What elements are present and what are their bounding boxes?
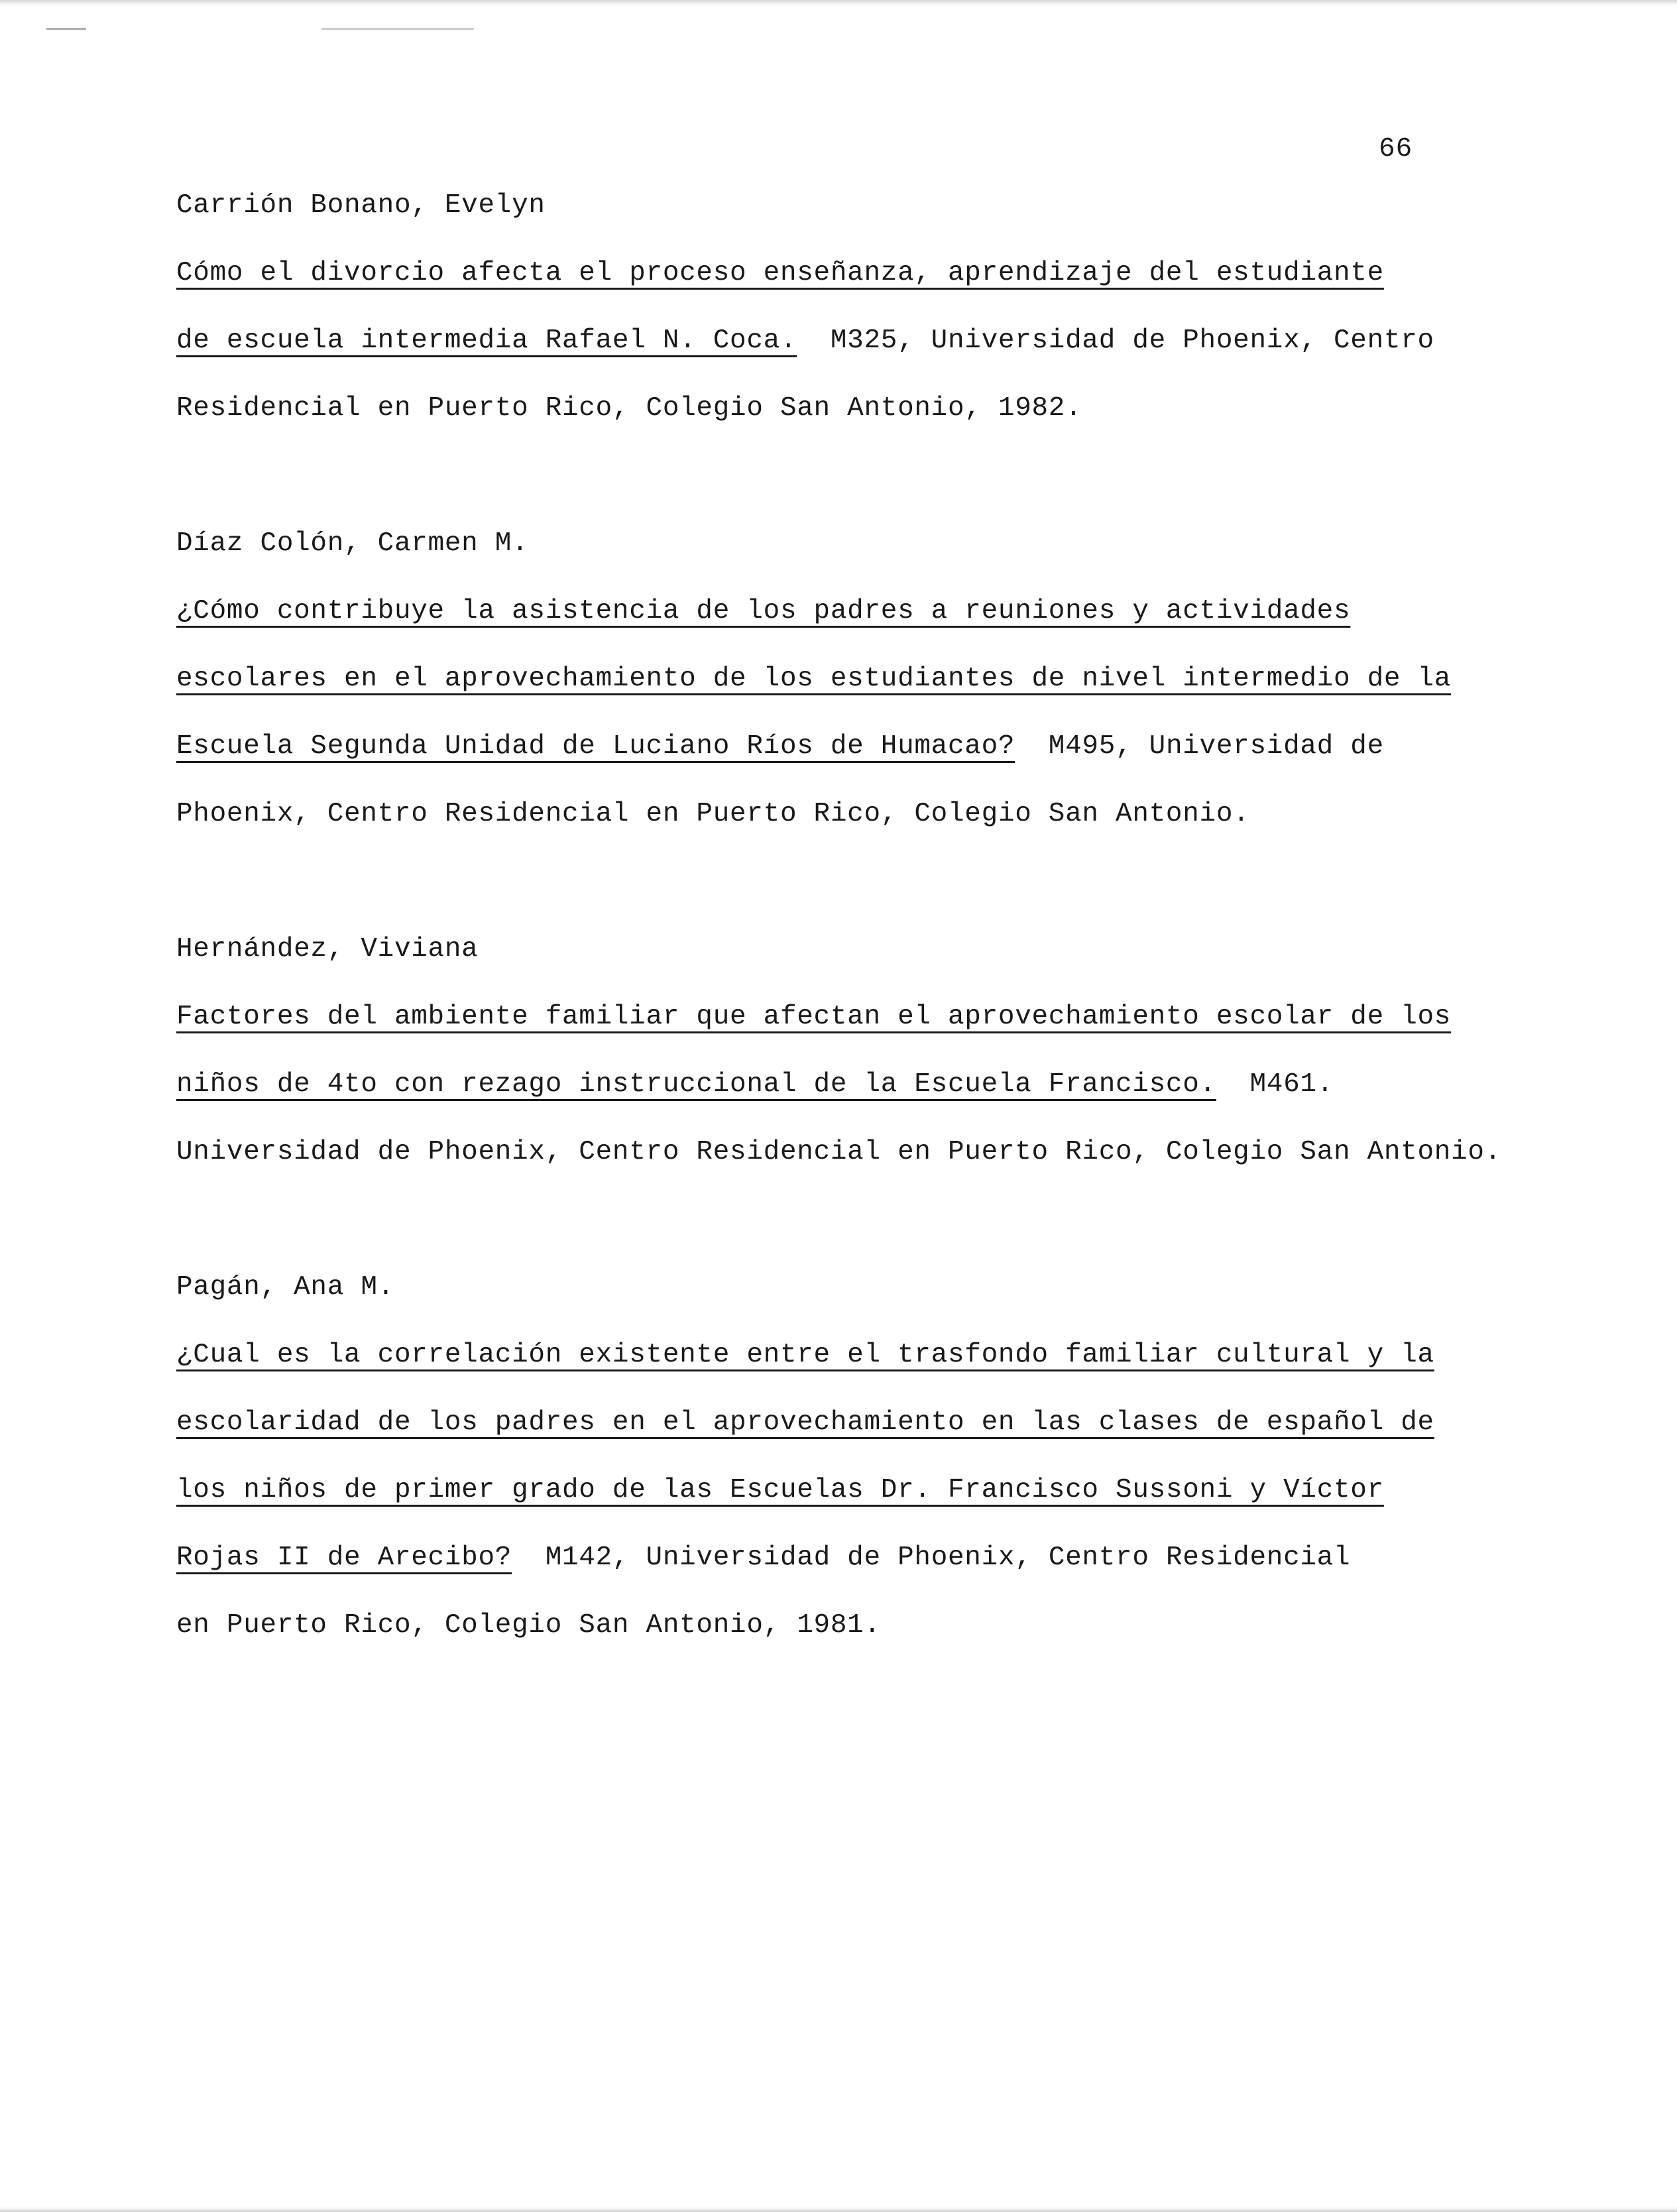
page-number: 66 (1379, 134, 1413, 164)
entry-line (176, 1608, 881, 1643)
entry-line (176, 1000, 1451, 1034)
entry-line (176, 662, 1451, 696)
entry-title-text: Escuela Segunda Unidad de Luciano Ríos de Humacao? (176, 731, 1015, 762)
entry-title-text: Rojas II de Arecibo? (176, 1543, 512, 1573)
entry-title-text: los niños de primer grado de las Escuelas Dr. Francisco Sussoni y Víctor (176, 1475, 1384, 1505)
entry-line (176, 323, 1434, 358)
entry-line (176, 1473, 1384, 1507)
entry-title-text: de escuela intermedia Rafael N. Coca. (176, 325, 797, 356)
entry-line (176, 1541, 1350, 1575)
entry-line (176, 391, 1082, 426)
entry-line (176, 797, 1249, 831)
entry-citation-text: Phoenix, Centro Residencial en Puerto Rico, Colegio San Antonio. (176, 799, 1250, 829)
entry-line (176, 1135, 1501, 1169)
entry-title-text: niños de 4to con rezago instruccional de la Escuela Francisco. (176, 1069, 1216, 1100)
scan-top-edge (0, 0, 1677, 7)
entry-author: Díaz Colón, Carmen M. (176, 528, 529, 559)
scan-smudge (46, 28, 86, 30)
entry-line (176, 729, 1384, 764)
entry-citation-text: en Puerto Rico, Colegio San Antonio, 1981. (176, 1610, 881, 1641)
scan-smudge (321, 28, 474, 30)
entry-citation-text: M461. (1216, 1069, 1334, 1100)
entry-line (176, 1338, 1434, 1372)
entry-citation-text: Residencial en Puerto Rico, Colegio San Antonio, 1982. (176, 393, 1082, 424)
entry-author: Carrión Bonano, Evelyn (176, 190, 546, 221)
entry-title-text: ¿Cual es la correlación existente entre el trasfondo familiar cultural y la (176, 1340, 1434, 1370)
entry-citation-text: M495, Universidad de (1015, 731, 1384, 762)
entry-line (176, 1405, 1434, 1440)
entry-citation-text: M325, Universidad de Phoenix, Centro (797, 325, 1434, 356)
entry-title-text: Cómo el divorcio afecta el proceso enseñanza, aprendizaje del estudiante (176, 258, 1384, 288)
entry-author: Pagán, Ana M. (176, 1272, 394, 1303)
scan-bottom-edge (0, 2207, 1677, 2212)
entry-line (176, 1067, 1334, 1102)
entry-title-text: escolaridad de los padres en el aprovechamiento en las clases de español de (176, 1407, 1434, 1438)
entry-author: Hernández, Viviana (176, 934, 479, 964)
entry-line (176, 594, 1350, 628)
entry-line (176, 256, 1384, 290)
entry-title-text: Factores del ambiente familiar que afectan el aprovechamiento escolar de los (176, 1002, 1452, 1032)
entry-title-text: escolares en el aprovechamiento de los estudiantes de nivel intermedio de la (176, 664, 1452, 694)
entry-citation-text: Universidad de Phoenix, Centro Residencial en Puerto Rico, Colegio San Antonio. (176, 1137, 1502, 1167)
entry-citation-text: M142, Universidad de Phoenix, Centro Residencial (512, 1543, 1351, 1573)
entry-title-text: ¿Cómo contribuye la asistencia de los padres a reuniones y actividades (176, 596, 1351, 626)
